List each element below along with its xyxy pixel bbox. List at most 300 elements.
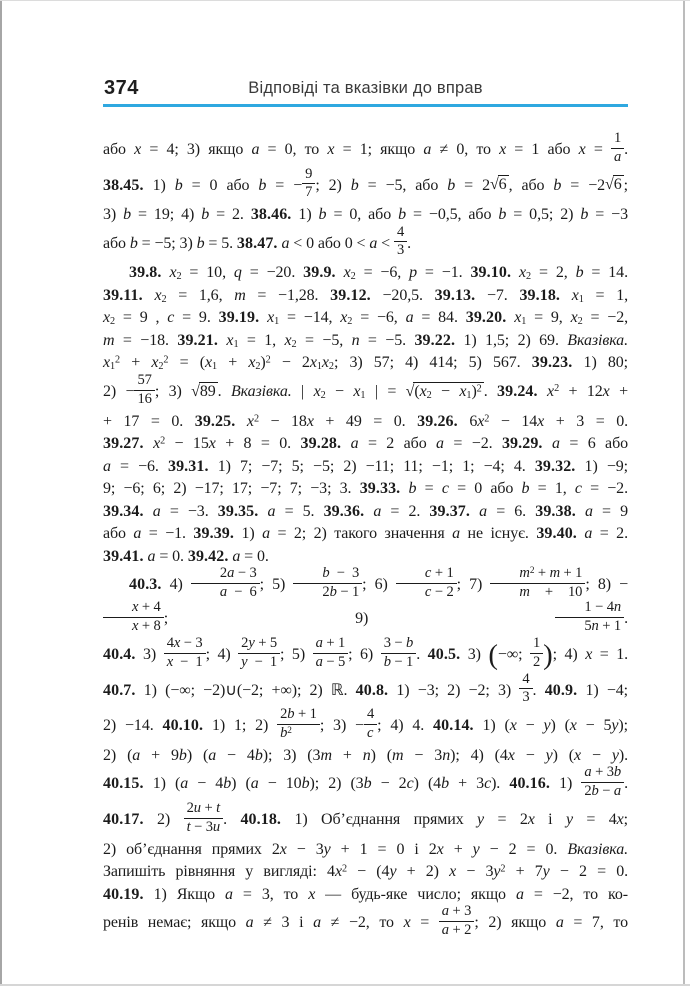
math-variable: a xyxy=(584,764,592,781)
math-variable: x xyxy=(527,810,535,828)
text-line: 39.41. a = 0. 39.42. a = 0. xyxy=(103,547,269,565)
math-variable: x xyxy=(284,331,292,349)
math-variable: a xyxy=(251,140,260,158)
problem-number: 39.35. xyxy=(217,502,259,520)
text-line: або b = −5; 3) b = 5. 38.47. a < 0 або 0 < a < $\frac{4}{3}$ . xyxy=(103,223,412,259)
math-variable: x xyxy=(166,653,174,670)
math-variable: x xyxy=(514,309,522,327)
math-variable: c xyxy=(406,775,414,793)
math-variable: b xyxy=(613,764,622,781)
text-line: + 17 = 0. 39.25. $x^2 - 18x + 49 = 0$. 39.26. $6x^2 - 14x + 3 = 0$. xyxy=(103,412,628,430)
math-sqrt xyxy=(191,383,218,400)
math-variable: y xyxy=(472,840,480,858)
math-variable: x xyxy=(499,140,507,158)
math-variable: b xyxy=(123,206,132,224)
math-variable: x xyxy=(226,331,234,349)
fraction-denominator: x + 8 xyxy=(132,617,161,634)
problem-number: 39.27. xyxy=(103,435,144,453)
problem-number: 39.32. xyxy=(534,457,576,475)
text-line: 40.19. 1) Якщо a = 3, то x — будь-яке число; якщо a = −2, то ко- xyxy=(103,885,628,903)
math-variable: n xyxy=(362,746,371,764)
problem-number: 40.5. xyxy=(427,645,461,663)
problem-number: 40.15. xyxy=(103,775,144,793)
math-variable: a xyxy=(313,913,321,931)
math-variable: y xyxy=(611,717,619,734)
math-variable: y xyxy=(493,863,501,881)
math-variable: n xyxy=(442,746,451,764)
text-line: або x = 4; 3) якщо a = 0, то x = 1; якщо a ≠ 0, то x = 1 або x = $\frac{1}{a}$ . xyxy=(103,130,629,165)
math-variable: m xyxy=(103,331,115,349)
math-variable: a xyxy=(369,234,378,252)
page-content xyxy=(103,0,628,942)
math-variable: x xyxy=(602,382,610,400)
problem-number: 39.13. xyxy=(434,286,476,304)
math-sqrt xyxy=(490,176,509,193)
math-variable: a xyxy=(423,140,432,158)
math-variable: m xyxy=(234,286,246,304)
math-fraction xyxy=(364,707,377,741)
math-fraction xyxy=(191,566,260,600)
math-variable: a xyxy=(613,782,622,799)
math-variable: c xyxy=(424,565,432,582)
text-line: 2) об’єднання прямих 2x − 3y + 1 = 0 і 2x + y − 2 = 0. Вказівка. xyxy=(103,840,628,858)
math-variable: x xyxy=(267,309,275,327)
math-variable: t xyxy=(216,800,221,817)
problem-number: 39.21. xyxy=(177,331,218,349)
subscript: 2 xyxy=(328,361,334,373)
fraction-denominator: a + 2 xyxy=(441,921,472,938)
radicand: 6 xyxy=(498,176,507,194)
math-variable: x xyxy=(537,412,545,430)
math-variable: x xyxy=(153,435,161,453)
subscript: 1 xyxy=(212,361,218,373)
radical-sign: √ xyxy=(405,382,415,400)
math-variable: b xyxy=(575,264,584,282)
superscript: 2 xyxy=(341,863,347,875)
text-line: 2) − $\frac{57}{16}$ ; 3) √89 . Вказівка. | $x_2 - x_1$ | = $√(x_2 - x_1)^2$ . 39.24. $x^2 + 12x$ + xyxy=(103,371,628,407)
math-variable: q xyxy=(233,264,242,282)
math-fraction xyxy=(381,636,417,670)
radicand: $(x_2 - x_1)^2$ xyxy=(414,382,482,401)
radical-sign: √ xyxy=(605,176,614,194)
math-variable: y xyxy=(323,840,331,858)
math-variable: c xyxy=(167,309,175,327)
math-variable: y xyxy=(611,746,619,764)
math-variable: c xyxy=(366,724,374,741)
math-variable: b xyxy=(258,176,267,194)
fraction-numerator: 9 xyxy=(302,167,315,185)
text-line: 2) (a + 9b) (a − 4b); 3) (3m + n) (m − 3n); 4) (4x − y) (x − y). xyxy=(103,746,628,764)
problem-number: 40.4. xyxy=(103,645,136,663)
math-variable: x xyxy=(173,634,181,651)
problem-number: 39.34. xyxy=(103,502,144,520)
math-variable: a xyxy=(132,746,141,764)
math-variable: x xyxy=(578,140,586,158)
fraction-numerator: 2a − 3 xyxy=(191,566,260,584)
math-variable: a xyxy=(208,746,217,764)
subscript: 2 xyxy=(158,361,164,373)
problem-number: 40.19. xyxy=(103,885,144,903)
superscript: 2 xyxy=(476,383,482,395)
math-variable: x xyxy=(571,286,579,304)
math-fraction xyxy=(555,600,624,634)
math-variable: a xyxy=(452,525,461,543)
header-rule xyxy=(103,104,628,107)
math-variable: m xyxy=(320,746,332,764)
fraction-denominator: 3 xyxy=(522,689,530,706)
text-line: 39.27. $x^2 - 15x + 8 = 0$. 39.28. a = 2 або a = −2. 39.29. a = 6 або xyxy=(103,435,629,453)
problem-number: 39.20. xyxy=(465,309,507,327)
math-variable: b xyxy=(318,206,327,224)
math-variable: a xyxy=(227,565,235,582)
math-variable: a xyxy=(441,903,449,920)
fraction-denominator: a − 5 xyxy=(315,653,346,670)
problem-number: 39.26. xyxy=(417,412,458,430)
math-variable: x xyxy=(169,264,177,282)
subscript: 1 xyxy=(110,361,116,373)
hint-label: Вказівка. xyxy=(230,382,292,400)
math-variable: a xyxy=(584,525,593,543)
subscript: 1 xyxy=(274,316,280,328)
math-variable: u xyxy=(212,818,221,835)
math-variable: b xyxy=(383,653,391,670)
text-line: 3) b = 19; 4) b = 2. 38.46. 1) b = 0, або b = −0,5, або b = 0,5; 2) b = −3 xyxy=(103,206,628,224)
math-variable: x xyxy=(306,412,314,430)
fraction-denominator: 16 xyxy=(137,390,152,407)
math-fraction xyxy=(530,636,543,670)
math-variable: b xyxy=(287,706,295,723)
superscript: 2 xyxy=(287,725,292,736)
fraction-denominator: x − 1 xyxy=(166,653,203,670)
math-variable: c xyxy=(484,775,492,793)
subscript: 2 xyxy=(350,271,356,283)
hint-label: Вказівка. xyxy=(567,840,628,858)
math-variable: b xyxy=(580,206,589,224)
math-variable: u xyxy=(193,800,201,817)
math-variable: y xyxy=(248,634,255,651)
problem-number: 39.39. xyxy=(193,525,235,543)
math-variable: y xyxy=(542,863,550,881)
fraction-denominator xyxy=(611,149,624,166)
math-variable: x xyxy=(151,354,159,372)
math-fraction xyxy=(490,566,585,600)
math-fraction xyxy=(238,636,280,670)
hint-label: Вказівка. xyxy=(567,331,628,349)
subscript: 2 xyxy=(426,389,432,401)
problem-number: 39.12. xyxy=(330,286,371,304)
text-line: ренів немає; якщо a ≠ 3 і a ≠ −2, то x = $\frac{a + 3}{a + 2}$ ; 2) якщо a = 7, то xyxy=(103,903,628,938)
math-variable: a xyxy=(315,653,323,670)
radical-sign: √ xyxy=(191,382,200,400)
text-line: 2) −14. 40.10. 1) 1; 2) $\frac{2b + 1}{b^2}$ ; 3) − $\frac{4}{c}$ ; 4) 4. 40.14. 1) (x − y) (x − 5y); xyxy=(103,706,628,741)
superscript: 2 xyxy=(115,354,121,366)
math-variable: a xyxy=(585,502,593,520)
math-variable: x xyxy=(403,913,411,931)
math-variable: x xyxy=(321,354,329,372)
math-variable: x xyxy=(343,264,351,282)
math-variable: x xyxy=(507,746,515,764)
math-variable: b xyxy=(329,583,337,600)
fraction-numerator: a + 1 xyxy=(313,636,349,654)
superscript: 2 xyxy=(500,863,506,875)
math-variable: b xyxy=(301,775,310,793)
math-fraction xyxy=(184,801,224,835)
math-variable: x xyxy=(585,645,593,663)
fraction-denominator: a − 6 xyxy=(219,583,257,600)
math-variable: x xyxy=(134,140,142,158)
math-variable: b xyxy=(408,480,417,498)
math-variable: a xyxy=(515,885,524,903)
math-variable: p xyxy=(409,264,417,282)
problem-number: 40.16. xyxy=(509,775,550,793)
math-variable: x xyxy=(477,412,485,430)
math-variable: a xyxy=(350,435,359,453)
math-variable: y xyxy=(545,746,553,764)
problem-number: 38.46. xyxy=(250,206,292,224)
math-variable: n xyxy=(351,331,360,349)
text-line: $x_1^2 + x_2^2 = (x_1 + x_2)^2 - 2x_1x_2$; 3) 57; 4) 414; 5) 567. 39.23. 1) 80; xyxy=(103,354,629,373)
math-variable: a xyxy=(555,913,564,931)
math-variable: b xyxy=(129,234,138,252)
problem-number: 39.41. xyxy=(103,547,144,565)
subscript: 2 xyxy=(110,316,116,328)
text-line: 39.34. a = −3. 39.35. a = 5. 39.36. a = 2. 39.37. a = 6. 39.38. a = 9 xyxy=(103,502,629,520)
math-variable: x xyxy=(279,840,287,858)
superscript: 2 xyxy=(484,413,490,425)
radicand: 6 xyxy=(613,176,622,194)
fraction-numerator: 4 xyxy=(394,225,407,243)
math-sqrt xyxy=(605,176,624,193)
text-line: Запишіть рівняння у вигляді: $4x^2 - (4y + 2) x - 3y^2 + 7y - 2 = 0$. xyxy=(103,863,628,881)
math-variable: b xyxy=(363,775,372,793)
fraction-denominator: t − 3u xyxy=(186,818,221,835)
problem-number: 39.9. xyxy=(303,264,336,282)
math-variable: x xyxy=(547,382,555,400)
problem-number: 38.45. xyxy=(103,176,144,194)
fraction-numerator: 1 xyxy=(611,131,624,149)
text-line: $x_2 = 9$ , c = 9. 39.19. $x_1 = -14$, $x_2 = -6$, a = 84. 39.20. $x_1 = 9$, $x_2 = -2$, xyxy=(103,309,629,328)
math-variable: x xyxy=(103,309,111,327)
problem-number: 40.17. xyxy=(103,810,144,828)
math-variable: a xyxy=(232,547,241,565)
superscript: 2 xyxy=(265,354,271,366)
fraction-numerator: 4 xyxy=(519,672,532,690)
math-variable: b xyxy=(178,746,187,764)
problem-number: 38.47. xyxy=(236,234,278,252)
math-variable: x xyxy=(334,863,342,881)
math-variable: x xyxy=(509,717,517,734)
problem-number: 39.36. xyxy=(323,502,365,520)
answers-text xyxy=(103,130,629,940)
subscript: 1 xyxy=(466,389,472,401)
math-variable: x xyxy=(570,309,578,327)
problem-number: 40.9. xyxy=(544,681,578,699)
subscript: 2 xyxy=(320,389,326,401)
math-fraction xyxy=(394,225,407,259)
problem-number: 39.19. xyxy=(218,309,260,327)
math-variable: a xyxy=(441,921,449,938)
subscript: 1 xyxy=(316,361,322,373)
text-line: 40.15. 1) (a − 4b) (a − 10b); 2) (3b − 2c) (4b + 3c). 40.16. 1) $\frac{a + 3b}{2b - a}$ . xyxy=(103,764,628,799)
math-variable: x xyxy=(132,617,139,634)
math-variable: a xyxy=(219,583,228,600)
subscript: 1 xyxy=(578,294,584,306)
math-variable: x xyxy=(313,382,321,400)
problem-number: 39.22. xyxy=(414,331,456,349)
page-number: 374 xyxy=(104,77,139,99)
math-variable: a xyxy=(180,775,189,793)
fraction-numerator: 4 xyxy=(364,707,377,725)
superscript: 2 xyxy=(163,354,169,366)
math-variable: a xyxy=(373,502,382,520)
superscript: 2 xyxy=(554,383,560,395)
subscript: 2 xyxy=(526,271,532,283)
math-variable: b xyxy=(406,634,414,651)
math-variable: a xyxy=(245,913,254,931)
subscript: 2 xyxy=(176,271,182,283)
math-variable: x xyxy=(449,863,457,881)
math-variable: y xyxy=(241,653,248,670)
math-variable: m xyxy=(392,746,404,764)
math-sqrt xyxy=(406,383,484,400)
math-variable: a xyxy=(262,525,270,543)
subscript: 2 xyxy=(291,339,297,351)
math-variable: x xyxy=(340,309,348,327)
fraction-numerator: 2u + t xyxy=(184,801,224,819)
problem-number: 39.25. xyxy=(194,412,236,430)
superscript: 2 xyxy=(529,565,535,576)
problem-number: 40.10. xyxy=(162,717,204,734)
problem-number: 39.31. xyxy=(167,457,209,475)
fraction-numerator: 3 − b xyxy=(381,636,417,654)
fraction-numerator: a + 3b xyxy=(581,765,624,783)
math-fraction xyxy=(164,636,206,670)
math-variable: y xyxy=(543,717,551,734)
fraction-denominator: 2b − a xyxy=(584,782,622,799)
problem-number: 39.40. xyxy=(536,525,577,543)
superscript: 2 xyxy=(253,413,259,425)
math-fraction xyxy=(277,707,320,741)
text-line: 38.45. 1) b = 0 або b = − $\frac{9}{7}$ ; 2) b = −5, або b = 2√6 , або b = −2√6 ; xyxy=(103,165,628,201)
math-variable: b xyxy=(498,206,507,224)
fraction-numerator: a + 3 xyxy=(439,904,475,922)
math-variable: b xyxy=(322,565,330,582)
fraction-numerator: 1 xyxy=(530,636,543,654)
math-fraction xyxy=(313,636,349,670)
math-variable: y xyxy=(477,810,485,828)
math-variable: a xyxy=(281,234,290,252)
text-line: a = −6. 39.31. 1) 7; −7; 5; −5; 2) −11; 11; −1; 1; −4; 4. 39.32. 1) −9; xyxy=(103,457,628,475)
subscript: 2 xyxy=(255,361,261,373)
subscript: 2 xyxy=(577,316,583,328)
math-variable: a xyxy=(152,502,161,520)
fraction-denominator xyxy=(364,725,377,742)
fraction-denominator: 3 xyxy=(396,242,405,259)
math-fraction xyxy=(439,904,475,938)
text-line: 40.17. 2) $\frac{2u + t}{t - 3u}$ . 40.18. 1) Об’єднання прямих y = 2x і y = 4x; xyxy=(103,800,628,835)
math-variable: b xyxy=(174,176,183,194)
math-variable: x xyxy=(132,599,139,616)
subscript: 1 xyxy=(233,339,239,351)
math-variable: y xyxy=(565,810,573,828)
fraction-numerator: c + 1 xyxy=(396,566,457,584)
math-variable: x xyxy=(419,382,427,400)
math-variable: n xyxy=(591,617,599,634)
text-line: m = −18. 39.21. $x_1 = 1$, $x_2 = -5$, n = −5. 39.22. 1) 1,5; 2) 69. Вказівка. xyxy=(103,331,628,351)
math-variable: b xyxy=(441,775,449,793)
problem-number: 39.18. xyxy=(519,286,561,304)
math-variable: b xyxy=(591,782,599,799)
fraction-numerator: 4x − 3 xyxy=(164,636,206,654)
math-variable: a xyxy=(250,775,259,793)
math-variable: a xyxy=(147,547,156,565)
math-variable: b xyxy=(223,775,232,793)
math-variable: x xyxy=(208,435,216,453)
math-fraction xyxy=(134,373,154,407)
subscript: 1 xyxy=(360,389,366,401)
fraction-numerator: 57 xyxy=(134,373,154,391)
math-variable: a xyxy=(405,309,414,327)
fraction-numerator: b − 3 xyxy=(293,566,362,584)
math-variable: m xyxy=(549,565,560,582)
text-line: 40.7. 1) (−∞; −2)∪(−2; +∞); 2) ℝ. 40.8. 1) −3; 2) −2; 3) $\frac{4}{3}$ . 40.9. 1) −4; xyxy=(103,670,628,706)
math-variable: a xyxy=(613,148,622,165)
math-variable: c xyxy=(574,480,582,498)
math-variable: x xyxy=(154,286,162,304)
radicand: 89 xyxy=(199,382,216,400)
fraction-denominator: m + 10 xyxy=(519,583,583,600)
math-variable: x xyxy=(308,885,316,903)
problem-number: 39.10. xyxy=(470,264,512,282)
problem-number: 40.7. xyxy=(103,681,136,699)
problem-number: 39.29. xyxy=(501,435,543,453)
problem-number: 40.18. xyxy=(240,810,282,828)
math-variable: x xyxy=(309,354,317,372)
math-variable: b xyxy=(350,176,359,194)
math-variable: a xyxy=(436,435,444,453)
fraction-denominator: b − 1 xyxy=(383,653,414,670)
problem-number: 40.3. xyxy=(129,575,162,593)
math-variable: x xyxy=(353,382,361,400)
math-variable: b xyxy=(254,746,263,764)
page-edge-left xyxy=(0,0,2,986)
math-variable: b xyxy=(447,176,456,194)
math-variable: m xyxy=(519,583,530,600)
big-paren: ( xyxy=(488,638,498,671)
text-line: 40.4. 3) $\frac{4x - 3}{x - 1}$ ; 4) $\frac{2y + 5}{y - 1}$ ; 5) $\frac{a + 1}{a - 5}$ ; 6) $\frac{3 - b}{b - 1}$ . 40.5. 3) (−∞; $\frac{1}{2}$ ); 4) x = 1. xyxy=(103,634,629,671)
math-variable: x xyxy=(436,840,444,858)
fraction-denominator: 5n + 1 xyxy=(584,617,622,634)
fraction-denominator: c − 2 xyxy=(424,583,454,600)
math-variable: a xyxy=(479,502,488,520)
fraction-numerator: x + 4 xyxy=(103,600,164,618)
math-variable: c xyxy=(441,480,449,498)
text-line: 39.11. $x_2 = 1,6$, m = −1,28. 39.12. −20,5. 39.13. −7. 39.18. $x_1 = 1$, xyxy=(103,286,628,306)
problem-number: 39.42. xyxy=(187,547,229,565)
fraction-denominator: 2 xyxy=(532,653,541,670)
math-variable: x xyxy=(459,382,467,400)
text-line: 9; −6; 6; 2) −17; 17; −7; 7; −3; 3. 39.33. b = c = 0 або b = 1, c = −2. xyxy=(103,480,628,498)
problem-number: 39.23. xyxy=(531,354,573,372)
math-variable: a xyxy=(267,502,276,520)
math-variable: n xyxy=(613,599,622,616)
page-header xyxy=(103,74,628,100)
problem-number: 40.14. xyxy=(433,717,474,734)
math-fraction xyxy=(519,672,532,706)
math-fraction xyxy=(581,765,624,799)
problem-number: 39.37. xyxy=(429,502,471,520)
subscript: 1 xyxy=(521,316,527,328)
